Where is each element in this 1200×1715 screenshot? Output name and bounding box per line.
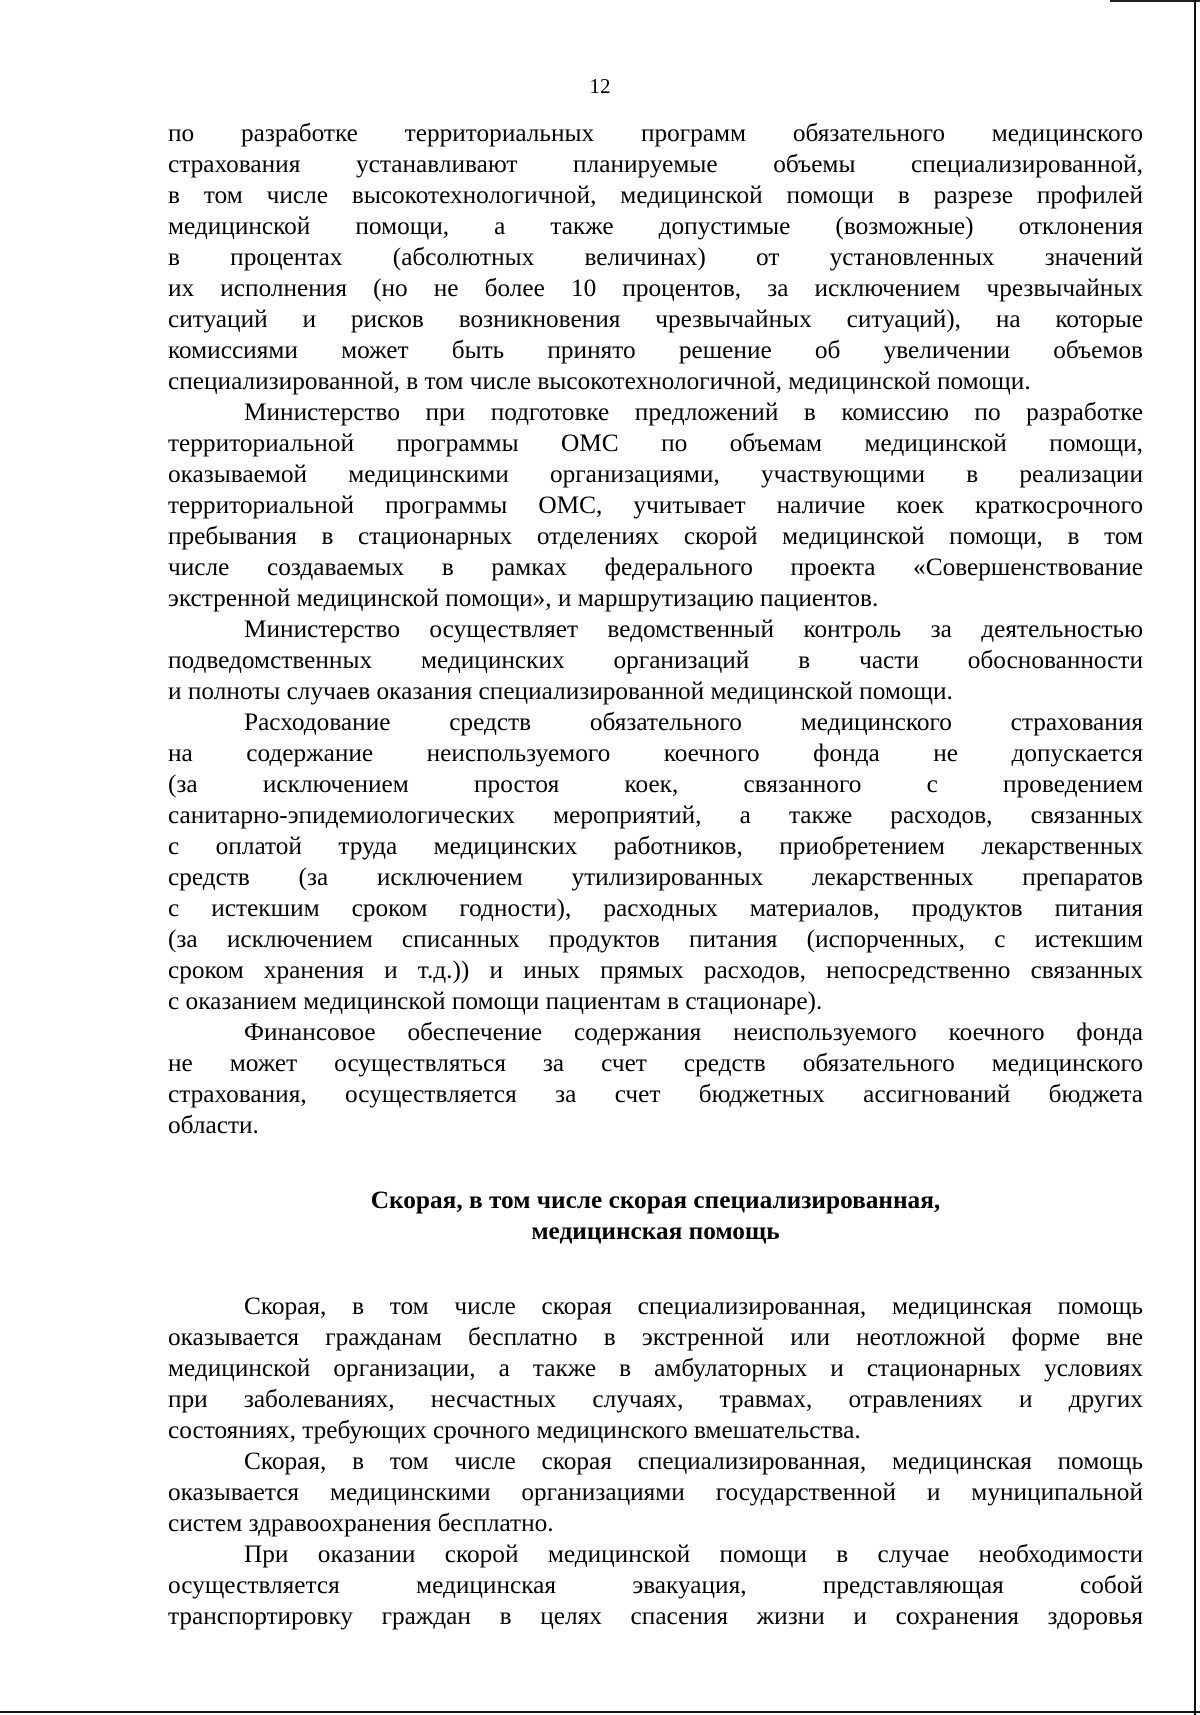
text-line: При оказании скорой медицинской помощи в случае необходимости	[244, 1540, 1143, 1568]
text-line: в том числе высокотехнологичной, медицинской помощи в разрезе профилей	[168, 181, 1143, 209]
text-line: комиссиями может быть принято решение об увеличении объемов	[168, 336, 1143, 364]
text-line: числе создаваемых в рамках федерального проекта «Совершенствование	[168, 553, 1143, 581]
scan-edge-top	[1110, 0, 1200, 2]
text-line: не может осуществляться за счет средств обязательного медицинского	[168, 1049, 1143, 1077]
text-line: оказываемой медицинскими организациями, участвующими в реализации	[168, 460, 1143, 488]
page-number: 12	[589, 74, 611, 98]
text-line: при заболеваниях, несчастных случаях, травмах, отравлениях и других	[168, 1385, 1143, 1413]
text-line: по разработке территориальных программ обязательного медицинского	[168, 119, 1143, 147]
text-line: и полноты случаев оказания специализированной медицинской помощи.	[168, 677, 953, 705]
paragraph	[168, 1446, 1143, 1539]
text-line: территориальной программы ОМС по объемам медицинской помощи,	[168, 429, 1143, 457]
text-line: оказывается медицинскими организациями государственной и муниципальной	[168, 1478, 1143, 1506]
text-line: Расходование средств обязательного медицинского страхования	[244, 708, 1143, 736]
paragraph	[168, 707, 1143, 1017]
text-line: Скорая, в том числе скорая специализированная, медицинская помощь	[244, 1292, 1143, 1320]
paragraph	[168, 397, 1143, 614]
text-line: территориальной программы ОМС, учитывает наличие коек краткосрочного	[168, 491, 1143, 519]
text-line: страхования устанавливают планируемые объемы специализированной,	[168, 150, 1143, 178]
text-line: (за исключением списанных продуктов питания (испорченных, с истекшим	[168, 925, 1143, 953]
text-line: на содержание неиспользуемого коечного фонда не допускается	[168, 739, 1143, 767]
text-line: страхования, осуществляется за счет бюджетных ассигнований бюджета	[168, 1080, 1143, 1108]
scan-edge-bottom	[0, 1711, 1200, 1713]
text-line: осуществляется медицинская эвакуация, представляющая собой	[168, 1571, 1143, 1599]
text-line: пребывания в стационарных отделениях скорой медицинской помощи, в том	[168, 522, 1143, 550]
text-line: систем здравоохранения бесплатно.	[168, 1509, 554, 1537]
paragraph	[168, 1539, 1143, 1632]
text-line: экстренной медицинской помощи», и маршрутизацию пациентов.	[168, 584, 879, 612]
paragraph	[168, 1291, 1143, 1446]
text-line: (за исключением простоя коек, связанного с проведением	[168, 770, 1143, 798]
text-line: с истекшим сроком годности), расходных материалов, продуктов питания	[168, 894, 1143, 922]
paragraph	[168, 1017, 1143, 1141]
paragraph	[168, 118, 1143, 397]
text-line: специализированной, в том числе высокотехнологичной, медицинской помощи.	[168, 367, 1031, 395]
heading-line: Скорая, в том числе скорая специализированная,	[370, 1186, 941, 1214]
text-line: Финансовое обеспечение содержания неиспользуемого коечного фонда	[244, 1018, 1143, 1046]
document-body	[168, 118, 1143, 1632]
text-line: ситуаций и рисков возникновения чрезвычайных ситуаций), на которые	[168, 305, 1143, 333]
text-line: Министерство при подготовке предложений в комиссию по разработке	[244, 398, 1143, 426]
paragraph	[168, 614, 1143, 707]
text-line: подведомственных медицинских организаций в части обоснованности	[168, 646, 1143, 674]
text-line: с оплатой труда медицинских работников, приобретением лекарственных	[168, 832, 1143, 860]
text-line: Министерство осуществляет ведомственный контроль за деятельностью	[244, 615, 1143, 643]
text-line: области.	[168, 1111, 259, 1139]
text-line: медицинской организации, а также в амбулаторных и стационарных условиях	[168, 1354, 1143, 1382]
text-line: сроком хранения и т.д.)) и иных прямых расходов, непосредственно связанных	[168, 956, 1143, 984]
text-line: транспортировку граждан в целях спасения жизни и сохранения здоровья	[168, 1602, 1143, 1630]
text-line: средств (за исключением утилизированных лекарственных препаратов	[168, 863, 1143, 891]
text-line: оказывается гражданам бесплатно в экстренной или неотложной форме вне	[168, 1323, 1143, 1351]
text-line: их исполнения (но не более 10 процентов, за исключением чрезвычайных	[168, 274, 1143, 302]
text-line: санитарно-эпидемиологических мероприятий, а также расходов, связанных	[168, 801, 1143, 829]
text-line: медицинской помощи, а также допустимые (возможные) отклонения	[168, 212, 1143, 240]
text-line: Скорая, в том числе скорая специализированная, медицинская помощь	[244, 1447, 1143, 1475]
section-heading	[168, 1185, 1143, 1247]
scan-edge-right	[1194, 0, 1196, 1715]
text-line: с оказанием медицинской помощи пациентам в стационаре).	[168, 987, 823, 1015]
text-line: в процентах (абсолютных величинах) от установленных значений	[168, 243, 1143, 271]
text-line: состояниях, требующих срочного медицинского вмешательства.	[168, 1416, 861, 1444]
heading-line: медицинская помощь	[531, 1217, 780, 1245]
